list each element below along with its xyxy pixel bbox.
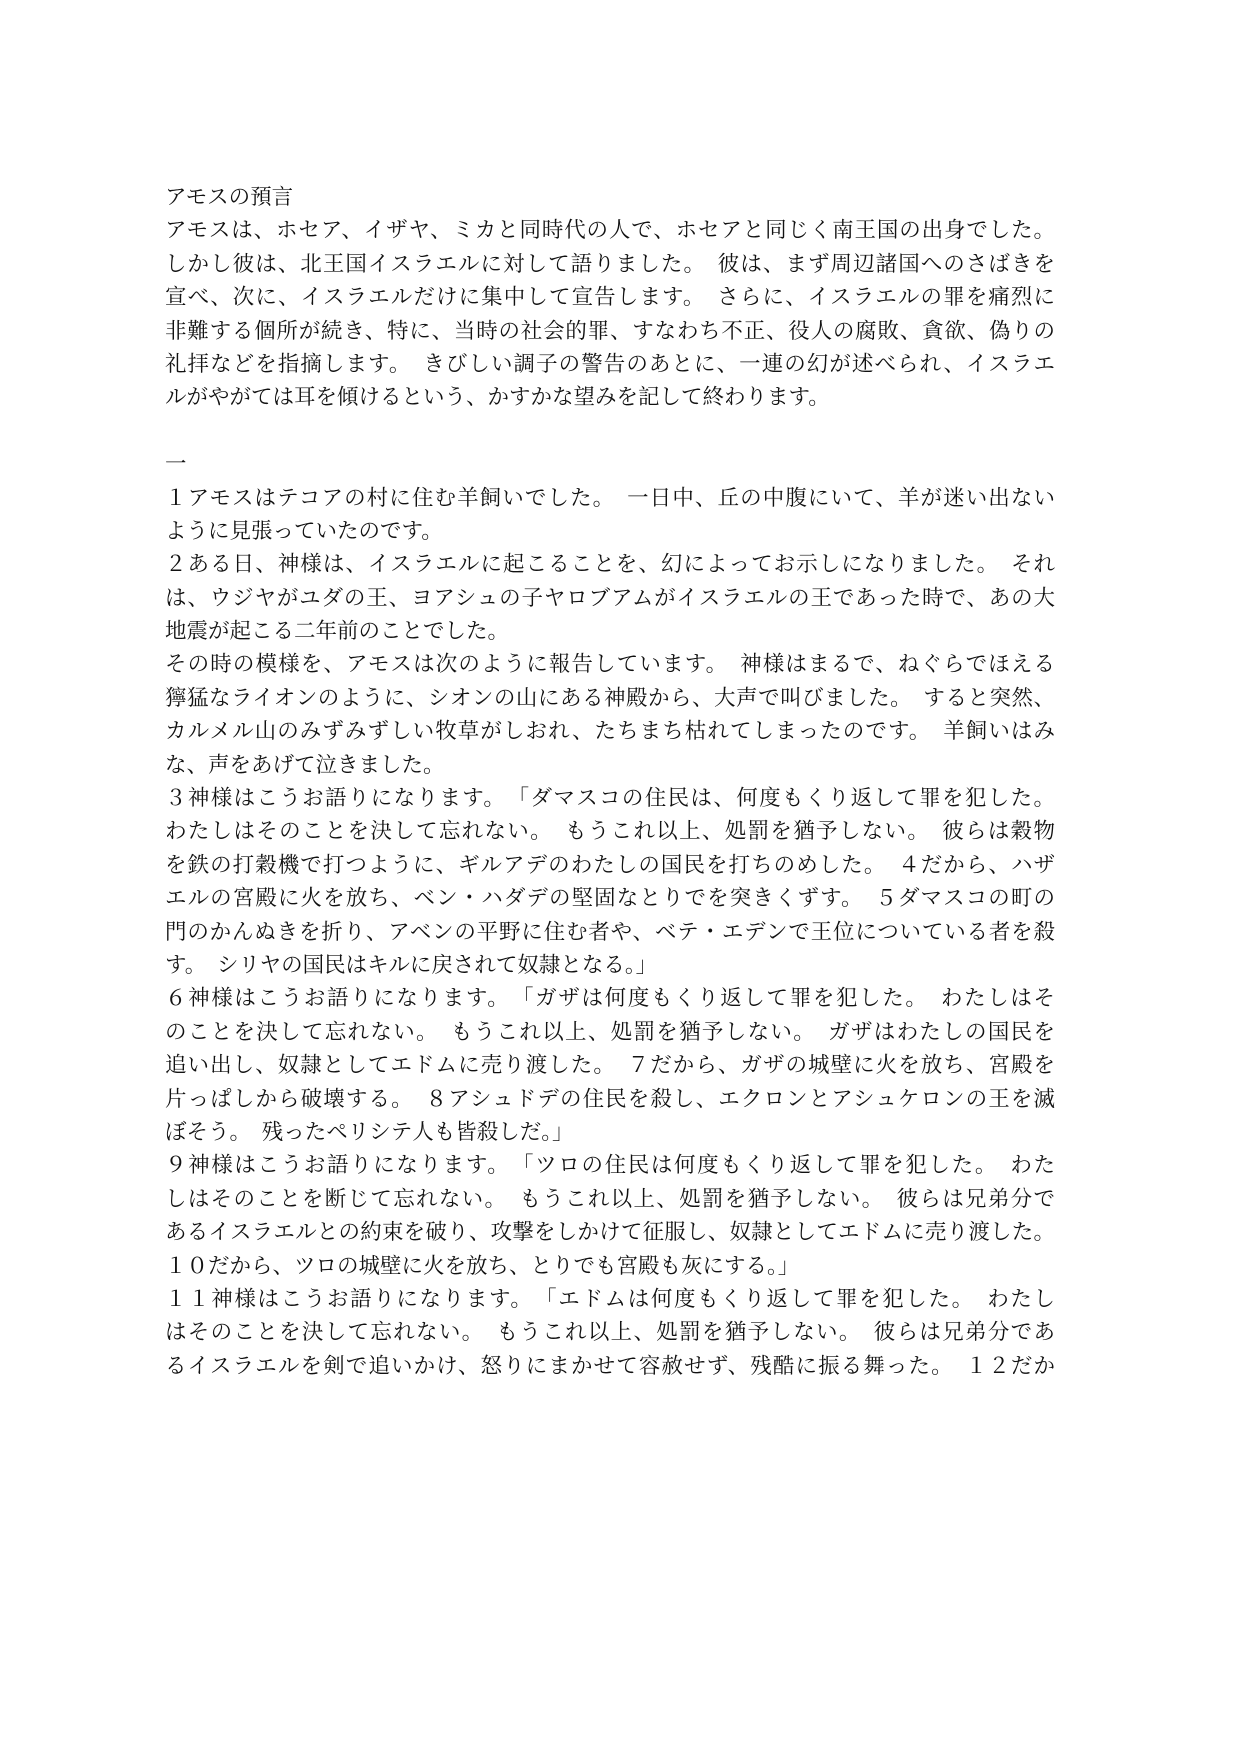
chapter-line: カルメル山のみずみずしい牧草がしおれ、たちまち枯れてしまったのです。 羊飼いはみ bbox=[165, 719, 1055, 745]
chapter-line: 追い出し、奴隷としてエドムに売り渡した。 ７だから、ガザの城壁に火を放ち、宮殿を bbox=[165, 1053, 1055, 1079]
chapter-line: 地震が起こる二年前のことでした。 bbox=[165, 619, 510, 645]
chapter-line: ぼそう。 残ったペリシテ人も皆殺しだ。」 bbox=[165, 1119, 574, 1145]
chapter-line: しはそのことを断じて忘れない。 もうこれ以上、処罰を猶予しない。 彼らは兄弟分で bbox=[165, 1186, 1055, 1212]
chapter-line: を鉄の打穀機で打つように、ギルアデのわたしの国民を打ちのめした。 ４だから、ハザ bbox=[165, 852, 1055, 878]
intro-line: ルがやがては耳を傾けるという、かすかな望みを記して終わります。 bbox=[165, 385, 830, 411]
chapter-line: その時の模様を、アモスは次のように報告しています。 神様はまるで、ねぐらでほえる bbox=[165, 652, 1055, 678]
chapter-line: るイスラエルを剣で追いかけ、怒りにまかせて容赦せず、残酷に振る舞った。 １２だか bbox=[165, 1353, 1055, 1379]
document-title: アモスの預言 bbox=[165, 185, 294, 210]
chapter-line: ６神様はこうお語りになります。 「ガザは何度もくり返して罪を犯した。 わたしはそ bbox=[165, 986, 1055, 1012]
chapter-line: のことを決して忘れない。 もうこれ以上、処罰を猶予しない。 ガザはわたしの国民を bbox=[165, 1019, 1055, 1045]
intro-line: 非難する個所が続き、特に、当時の社会的罪、すなわち不正、役人の腐敗、貪欲、偽りの bbox=[165, 318, 1055, 344]
chapter-line: １アモスはテコアの村に住む羊飼いでした。 一日中、丘の中腹にいて、羊が迷い出ない bbox=[165, 485, 1055, 511]
chapter-line: な、声をあげて泣きました。 bbox=[165, 752, 445, 778]
intro-line: アモスは、ホセア、イザヤ、ミカと同時代の人で、ホセアと同じく南王国の出身でした。 bbox=[165, 218, 1055, 244]
chapter-line: あるイスラエルとの約束を破り、攻撃をしかけて征服し、奴隷としてエドムに売り渡した。 bbox=[165, 1220, 1055, 1246]
chapter-line: ３神様はこうお語りになります。 「ダマスコの住民は、何度もくり返して罪を犯した。 bbox=[165, 786, 1055, 812]
document-body bbox=[165, 181, 1055, 1383]
chapter-heading: 一 bbox=[165, 452, 187, 478]
chapter-line: 片っぱしから破壊する。 ８アシュドデの住民を殺し、エクロンとアシュケロンの王を滅 bbox=[165, 1086, 1055, 1112]
chapter-line: はそのことを決して忘れない。 もうこれ以上、処罰を猶予しない。 彼らは兄弟分であ bbox=[165, 1320, 1055, 1346]
chapter-line: １１神様はこうお語りになります。 「エドムは何度もくり返して罪を犯した。 わたし bbox=[165, 1286, 1055, 1312]
intro-line: 礼拝などを指摘します。 きびしい調子の警告のあとに、一連の幻が述べられ、イスラエ bbox=[165, 351, 1055, 377]
chapter-line: は、ウジヤがユダの王、ヨアシュの子ヤロブアムがイスラエルの王であった時で、あの大 bbox=[165, 585, 1055, 611]
chapter-line: ２ある日、神様は、イスラエルに起こることを、幻によってお示しになりました。 それ bbox=[165, 552, 1055, 578]
blank-line bbox=[165, 415, 1055, 448]
chapter-line: １０だから、ツロの城壁に火を放ち、とりでも宮殿も灰にする。」 bbox=[165, 1253, 800, 1279]
chapter-line: 門のかんぬきを折り、アベンの平野に住む者や、ベテ・エデンで王位についている者を殺 bbox=[165, 919, 1055, 945]
chapter-line: エルの宮殿に火を放ち、ベン・ハダデの堅固なとりでを突きくずす。 ５ダマスコの町の bbox=[165, 886, 1055, 912]
chapter-line: 獰猛なライオンのように、シオンの山にある神殿から、大声で叫びました。 すると突然、 bbox=[165, 685, 1055, 711]
chapter-line: ように見張っていたのです。 bbox=[165, 518, 443, 544]
chapter-body bbox=[165, 482, 1055, 1384]
intro-paragraph bbox=[165, 214, 1055, 414]
chapter-line: わたしはそのことを決して忘れない。 もうこれ以上、処罰を猶予しない。 彼らは穀物 bbox=[165, 819, 1055, 845]
intro-line: 宣べ、次に、イスラエルだけに集中して宣告します。 さらに、イスラエルの罪を痛烈に bbox=[165, 285, 1055, 311]
chapter-line: す。 シリヤの国民はキルに戻されて奴隷となる。」 bbox=[165, 952, 658, 978]
intro-line: しかし彼は、北王国イスラエルに対して語りました。 彼は、まず周辺諸国へのさばきを bbox=[165, 251, 1055, 277]
chapter-line: ９神様はこうお語りになります。 「ツロの住民は何度もくり返して罪を犯した。 わた bbox=[165, 1153, 1055, 1179]
